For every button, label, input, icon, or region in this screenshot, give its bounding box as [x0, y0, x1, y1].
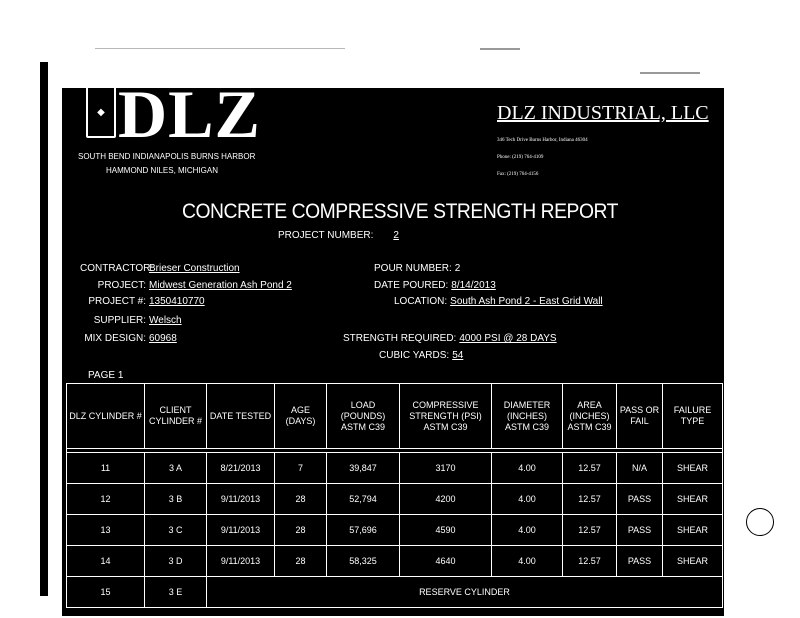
strength-required-label: STRENGTH REQUIRED: — [343, 333, 457, 344]
company-phone: Phone: (219) 764-4109 — [497, 155, 544, 160]
cell: 9/11/2013 — [207, 546, 275, 577]
cell: SHEAR — [663, 453, 723, 484]
contractor-label: CONTRACTOR: — [80, 263, 154, 274]
cell: SHEAR — [663, 484, 723, 515]
cell: 15 — [67, 577, 145, 608]
cell: 4640 — [400, 546, 492, 577]
col-header-pass-fail: PASS OR FAIL — [617, 384, 663, 449]
project-id-field — [80, 296, 205, 307]
cell: 52,794 — [327, 484, 400, 515]
strength-required-field — [343, 333, 557, 344]
supplier-field — [80, 315, 182, 326]
cell: 12.57 — [563, 515, 617, 546]
project-field — [80, 280, 292, 291]
mix-design-label: MIX DESIGN: — [84, 333, 146, 344]
cell: 3 D — [145, 546, 207, 577]
table-row — [67, 546, 723, 577]
cell: 9/11/2013 — [207, 515, 275, 546]
table-row-reserve — [67, 577, 723, 608]
dlz-logo — [86, 76, 261, 152]
mix-design-value: 60968 — [149, 333, 177, 344]
project-value: Midwest Generation Ash Pond 2 — [149, 280, 292, 291]
cell: 4.00 — [492, 546, 563, 577]
cubic-yards-label: CUBIC YARDS: — [379, 350, 450, 361]
col-header-load: LOAD (POUNDS) ASTM C39 — [327, 384, 400, 449]
table-row — [67, 484, 723, 515]
cell: 57,696 — [327, 515, 400, 546]
scan-artifact-line — [95, 48, 345, 49]
cell: N/A — [617, 453, 663, 484]
report-title: CONCRETE COMPRESSIVE STRENGTH REPORT — [181, 200, 619, 223]
cell: SHEAR — [663, 546, 723, 577]
project-number — [278, 230, 399, 241]
cell: SHEAR — [663, 515, 723, 546]
project-id-value: 1350410770 — [149, 296, 205, 307]
cell: 4.00 — [492, 484, 563, 515]
table-header-row — [67, 384, 723, 449]
cell: 3 C — [145, 515, 207, 546]
cell: 7 — [275, 453, 327, 484]
cell: 39,847 — [327, 453, 400, 484]
cell: 9/11/2013 — [207, 484, 275, 515]
offices-line-1: SOUTH BEND INDIANAPOLIS BURNS HARBOR — [78, 152, 256, 161]
cell: 3170 — [400, 453, 492, 484]
col-header-client-cylinder: CLIENT CYLINDER # — [145, 384, 207, 449]
page-label: PAGE 1 — [88, 370, 124, 381]
cell: 12.57 — [563, 484, 617, 515]
cubic-yards-value: 54 — [452, 350, 464, 361]
logo-seal-icon: ◆ — [86, 86, 116, 138]
company-fax: Fax: (219) 764-4156 — [497, 172, 539, 177]
company-contact — [497, 132, 588, 183]
strength-required-value: 4000 PSI @ 28 DAYS — [459, 333, 557, 344]
cell: 8/21/2013 — [207, 453, 275, 484]
scan-artifact-speck — [480, 48, 520, 50]
cell: 14 — [67, 546, 145, 577]
cell: 11 — [67, 453, 145, 484]
pour-number-field — [374, 263, 460, 274]
col-header-dlz-cylinder: DLZ CYLINDER # — [67, 384, 145, 449]
cell: 28 — [275, 515, 327, 546]
cell: 12.57 — [563, 546, 617, 577]
cell: 4590 — [400, 515, 492, 546]
supplier-value: Welsch — [149, 315, 182, 326]
logo-text: DLZ — [118, 76, 261, 152]
cell: 4200 — [400, 484, 492, 515]
cell: 28 — [275, 484, 327, 515]
col-header-date-tested: DATE TESTED — [207, 384, 275, 449]
scan-artifact-speck — [640, 72, 700, 74]
col-header-age: AGE (DAYS) — [275, 384, 327, 449]
cell: PASS — [617, 515, 663, 546]
date-poured-label: DATE POURED: — [374, 280, 449, 291]
table-row — [67, 515, 723, 546]
location-label: LOCATION: — [394, 296, 448, 307]
cubic-yards-field — [379, 350, 463, 361]
location-value: South Ash Pond 2 - East Grid Wall — [450, 296, 603, 307]
company-address: 346 Tech Drive Burns Harbor, Indiana 46304 — [497, 138, 588, 143]
col-header-compressive-strength: COMPRESSIVE STRENGTH (PSI) ASTM C39 — [400, 384, 492, 449]
project-label: PROJECT: — [97, 280, 146, 291]
contractor-value: Brieser Construction — [149, 263, 240, 274]
company-name: DLZ INDUSTRIAL, LLC — [497, 102, 709, 124]
cell: 12 — [67, 484, 145, 515]
project-id-label: PROJECT #: — [88, 296, 146, 307]
cell: 28 — [275, 546, 327, 577]
results-table — [66, 383, 723, 608]
cell: 3 B — [145, 484, 207, 515]
cell: 58,325 — [327, 546, 400, 577]
pour-number-value: 2 — [454, 263, 461, 274]
cell: 3 A — [145, 453, 207, 484]
date-poured-value: 8/14/2013 — [451, 280, 496, 291]
offices-line-2: HAMMOND NILES, MICHIGAN — [106, 166, 219, 175]
pour-number-label: POUR NUMBER: — [374, 263, 452, 274]
cell: 4.00 — [492, 515, 563, 546]
mix-design-field — [80, 333, 177, 344]
cell: 12.57 — [563, 453, 617, 484]
circle-mark — [746, 508, 774, 536]
cell: 13 — [67, 515, 145, 546]
cell: 4.00 — [492, 453, 563, 484]
location-field — [394, 296, 657, 307]
col-header-diameter: DIAMETER (INCHES) ASTM C39 — [492, 384, 563, 449]
office-locations — [78, 150, 255, 178]
cell: PASS — [617, 546, 663, 577]
scan-edge-bar — [40, 62, 48, 596]
project-number-label: PROJECT NUMBER: — [278, 230, 374, 241]
cell: 3 E — [145, 577, 207, 608]
contractor-field — [80, 263, 240, 274]
cell: PASS — [617, 484, 663, 515]
project-number-value: 2 — [393, 230, 399, 241]
reserve-cylinder-note: RESERVE CYLINDER — [207, 577, 723, 608]
col-header-area: AREA (INCHES) ASTM C39 — [563, 384, 617, 449]
col-header-failure-type: FAILURE TYPE — [663, 384, 723, 449]
supplier-label: SUPPLIER: — [93, 315, 146, 326]
table-row — [67, 453, 723, 484]
date-poured-field — [374, 280, 496, 291]
